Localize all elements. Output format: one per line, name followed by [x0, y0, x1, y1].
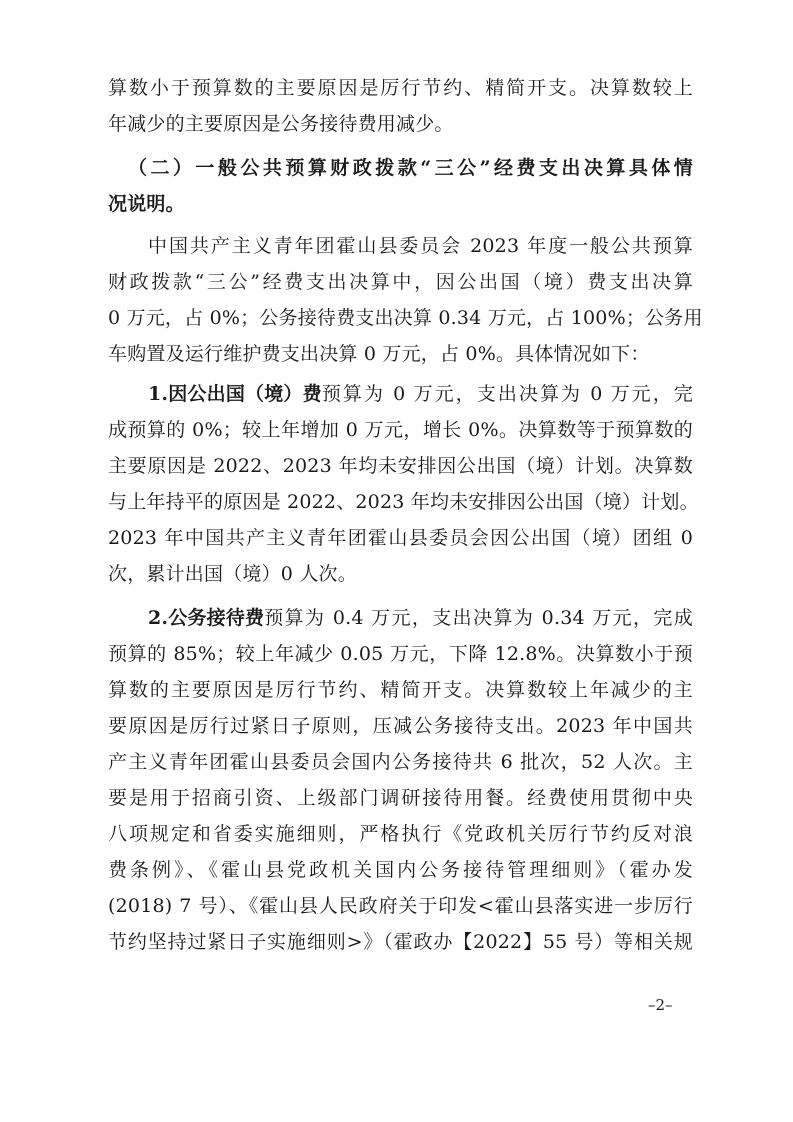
- page-number: –2–: [648, 996, 673, 1014]
- text-line: 主要原因是 2022、2023 年均未安排因公出国（境）计划。决算数: [108, 455, 693, 477]
- lead-heading-1: 1.因公出国（境）费: [148, 383, 322, 405]
- text-line: 算数小于预算数的主要原因是厉行节约、精简开支。决算数较上: [108, 77, 693, 99]
- text-line: 0 万元，占 0%；公务接待费支出决算 0.34 万元，占 100%；公务用: [108, 307, 703, 329]
- text-line: 产主义青年团霍山县委员会国内公务接待共 6 批次，52 人次。主: [108, 751, 693, 773]
- text-line: 预算的 85%；较上年减少 0.05 万元，下降 12.8%。决算数小于预: [108, 643, 693, 665]
- text-line: 2023 年中国共产主义青年团霍山县委员会因公出国（境）团组 0: [108, 527, 693, 549]
- text-line: (2018) 7 号）、《霍山县人民政府关于印发<霍山县落实进一步厉行: [108, 895, 693, 917]
- text-line: 车购置及运行维护费支出决算 0 万元，占 0%。具体情况如下：: [108, 343, 650, 365]
- text-line: 预算为 0.4 万元，支出决算为 0.34 万元，完成: [264, 607, 693, 629]
- text-line: 费条例》、《霍山县党政机关国内公务接待管理细则》（霍办发: [108, 859, 693, 881]
- paragraph-2-first-line: [148, 600, 693, 636]
- text-line: 成预算的 0%；较上年增加 0 万元，增长 0%。决算数等于预算数的: [108, 419, 693, 441]
- text-line: 八项规定和省委实施细则，严格执行《党政机关厉行节约反对浪: [108, 823, 693, 845]
- text-line: 要原因是厉行过紧日子原则，压减公务接待支出。2023 年中国共: [108, 715, 693, 737]
- text-line: 预算为 0 万元，支出决算为 0 万元，完: [321, 383, 693, 405]
- text-line: 年减少的主要原因是公务接待费用减少。: [108, 113, 454, 135]
- text-line: 次，累计出国（境）0 人次。: [108, 563, 357, 585]
- section-heading-cont: 况说明。: [108, 193, 185, 215]
- lead-heading-2: 2.公务接待费: [148, 607, 265, 629]
- text-line: 财政拨款“三公”经费支出决算中，因公出国（境）费支出决算: [108, 271, 693, 293]
- text-line: 节约坚持过紧日子实施细则>》（霍政办【2022】55 号）等相关规: [108, 931, 693, 953]
- text-line: 要是用于招商引资、上级部门调研接待用餐。经费使用贯彻中央: [108, 787, 693, 809]
- text-line: 中国共产主义青年团霍山县委员会 2023 年度一般公共预算: [148, 235, 693, 257]
- text-line: 与上年持平的原因是 2022、2023 年均未安排因公出国（境）计划。: [108, 491, 699, 513]
- text-line: 算数的主要原因是厉行节约、精简开支。决算数较上年减少的主: [108, 679, 693, 701]
- section-heading: （二）一般公共预算财政拨款“三公”经费支出决算具体情: [128, 157, 693, 179]
- paragraph-1-first-line: [148, 376, 693, 412]
